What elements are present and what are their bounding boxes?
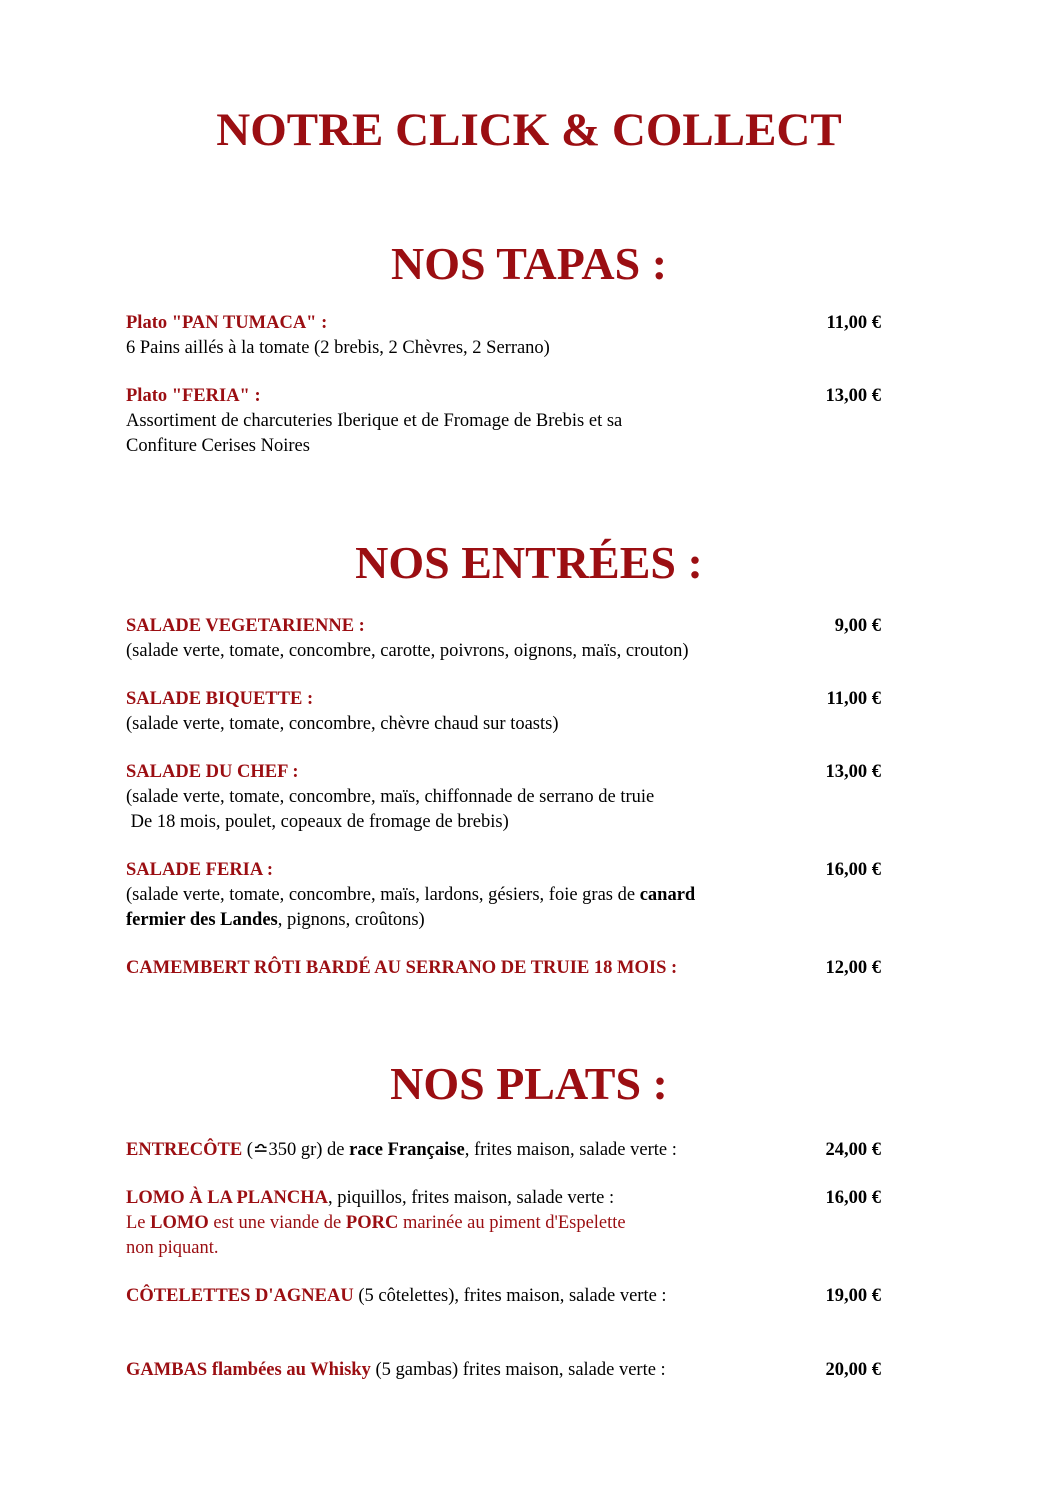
entree-item-price: 11,00 € [826,689,881,709]
plat-item-text: (≏350 gr) de [242,1140,350,1160]
plat-item-name: LOMO À LA PLANCHA [126,1188,328,1208]
entree-item-description [126,883,695,908]
plat-item-note [126,1211,626,1236]
plat-item-price: 19,00 € [825,1286,881,1306]
entree-item-description [126,908,425,933]
plat-item [126,1284,667,1309]
entree-item-description: De 18 mois, poulet, copeaux de fromage de brebis) [126,812,509,832]
plat-item [126,1138,677,1163]
tapas-item-description: Confiture Cerises Noires [126,436,310,456]
description-text: , pignons, croûtons) [277,910,425,930]
page-title: NOTRE CLICK & COLLECT [216,104,842,156]
description-emphasis: canard [639,885,696,905]
plat-item-text: (5 côtelettes), frites maison, salade verte : [353,1286,667,1306]
plat-item-price: 20,00 € [825,1360,881,1380]
tapas-heading: NOS TAPAS : [390,238,668,289]
plat-item [126,1186,614,1211]
entree-item-name: CAMEMBERT RÔTI BARDÉ AU SERRANO DE TRUIE 18 MOIS : [126,958,678,978]
plat-item [126,1358,666,1383]
plat-item-text: , frites maison, salade verte : [464,1140,677,1160]
note-text: Le [126,1213,151,1233]
entree-item-name: SALADE VEGETARIENNE : [126,616,365,636]
note-text: marinée au piment d'Espelette [398,1213,626,1233]
plat-item-note: non piquant. [126,1238,219,1258]
tapas-item-price: 11,00 € [826,313,881,333]
entree-item-price: 12,00 € [825,958,881,978]
entree-item-price: 9,00 € [834,616,881,636]
note-emphasis: PORC [345,1213,399,1233]
plat-item-text: (5 gambas) frites maison, salade verte : [370,1360,666,1380]
tapas-item-name: Plato "PAN TUMACA" : [126,313,328,333]
entree-item-description: (salade verte, tomate, concombre, maïs, chiffonnade de serrano de truie [126,787,655,807]
plat-item-price: 16,00 € [825,1188,881,1208]
entree-item-name: SALADE FERIA : [126,860,273,880]
entree-item-name: SALADE DU CHEF : [126,762,299,782]
entree-item-description: (salade verte, tomate, concombre, chèvre chaud sur toasts) [126,714,559,734]
plat-item-name: GAMBAS flambées au Whisky [126,1360,371,1380]
plat-item-text: , piquillos, frites maison, salade verte : [327,1188,615,1208]
description-text: (salade verte, tomate, concombre, maïs, lardons, gésiers, foie gras de [126,885,640,905]
note-emphasis: LOMO [150,1213,209,1233]
note-text: est une viande de [208,1213,346,1233]
plat-item-name: ENTRECÔTE [126,1140,243,1160]
entree-item-name: SALADE BIQUETTE : [126,689,314,709]
plat-item-emphasis: race Française [349,1140,465,1160]
tapas-item-description: Assortiment de charcuteries Iberique et de Fromage de Brebis et sa [126,411,623,431]
plat-item-price: 24,00 € [825,1140,881,1160]
tapas-item-name: Plato "FERIA" : [126,386,261,406]
tapas-item-description: 6 Pains aillés à la tomate (2 brebis, 2 Chèvres, 2 Serrano) [126,338,550,358]
description-emphasis: fermier des Landes [126,910,278,930]
entree-item-description: (salade verte, tomate, concombre, carotte, poivrons, oignons, maïs, crouton) [126,641,689,661]
entrees-heading: NOS ENTRÉES : [355,537,703,588]
plat-item-name: CÔTELETTES D'AGNEAU [126,1286,354,1306]
entree-item-price: 16,00 € [825,860,881,880]
plats-heading: NOS PLATS : [390,1058,668,1109]
entree-item-price: 13,00 € [825,762,881,782]
tapas-item-price: 13,00 € [825,386,881,406]
